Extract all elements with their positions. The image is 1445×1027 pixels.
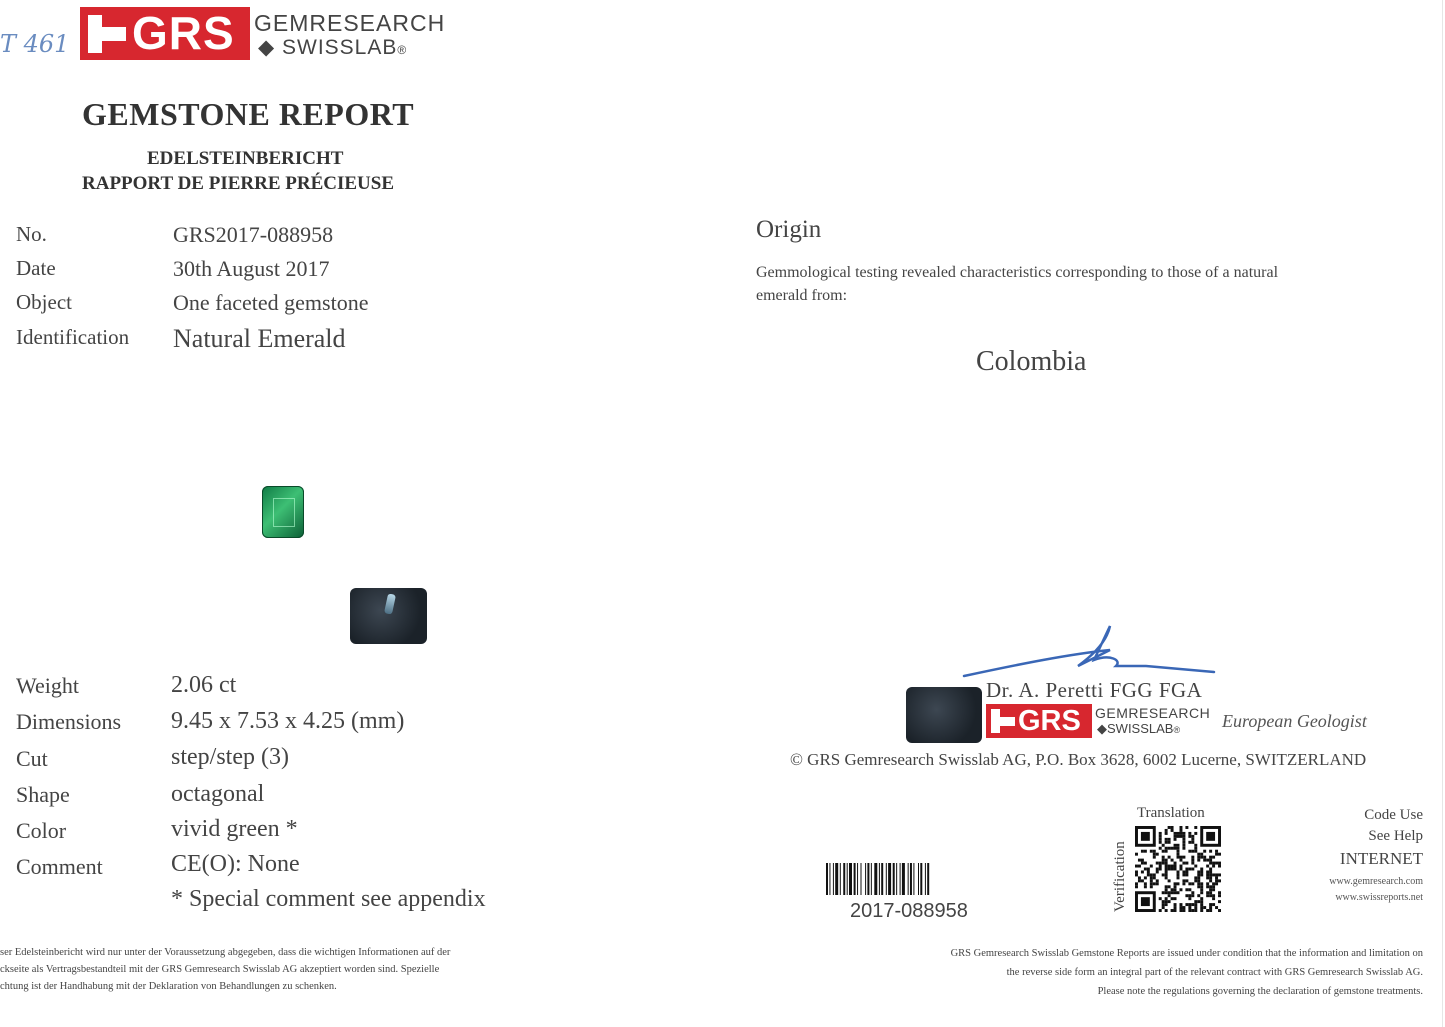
copyright-line: © GRS Gemresearch Swisslab AG, P.O. Box 3628, 6002 Lucerne, SWITZERLAND (790, 750, 1367, 769)
signatory-title: European Geologist (1222, 711, 1367, 731)
grs-logo-small (986, 704, 1092, 738)
property-label-shape: Shape (16, 782, 70, 807)
handwritten-note: T 461 (0, 30, 70, 58)
special-comment-note: * Special comment see appendix (171, 886, 486, 912)
fine-print-english (763, 944, 1423, 1001)
logo-mark-small: GRS (1018, 705, 1081, 737)
logo-wordmark: GEMRESEARCH ◆ SWISSLAB® (254, 10, 446, 59)
property-value-shape: octagonal (171, 781, 265, 807)
qr-code-image (1135, 826, 1221, 912)
website-list (1329, 874, 1423, 906)
fine-print-english-line: the reverse side form an integral part of the relevant contract with GRS Gemresearch Swisslab AG. (1006, 967, 1423, 978)
fine-print-german-line: ckseite als Vertragsbestandteil mit der GRS Gemresearch Swisslab AG akzeptiert worden sind. Spezielle (0, 964, 440, 975)
logo-wordmark-small: GEMRESEARCH ◆SWISSLAB® (1095, 705, 1211, 736)
diamond-icon: ◆ (1097, 721, 1107, 736)
property-label-weight: Weight (16, 673, 79, 698)
logo-mark: GRS (132, 7, 235, 59)
property-label-cut: Cut (16, 746, 48, 771)
internet-label: INTERNET (1339, 849, 1423, 868)
property-value-cut: step/step (3) (171, 744, 289, 770)
barcode-number: 2017-088958 (850, 900, 968, 922)
see-help-label: See Help (1368, 828, 1423, 844)
hologram-seal (350, 588, 427, 644)
logo-small-line-2: SWISSLAB (1107, 721, 1174, 736)
grs-logo (80, 7, 250, 60)
swiss-cross-icon (88, 15, 128, 53)
fine-print-english-line: Please note the regulations governing the declaration of gemstone treatments. (1097, 986, 1423, 997)
fine-print-german-line: chtung ist der Handhabung mit der Deklaration von Behandlungen zu schenken. (0, 981, 337, 992)
code-use-label: Code Use (1364, 807, 1423, 823)
property-label-dimensions: Dimensions (16, 709, 122, 734)
property-value-comment: CE(O): None (171, 851, 300, 877)
logo-line-1: GEMRESEARCH (254, 10, 446, 36)
detail-label-identification: Identification (16, 325, 130, 349)
fine-print-german-line: ser Edelsteinbericht wird nur unter der Voraussetzung abgegeben, dass die wichtigen Informationen auf der (0, 947, 451, 958)
logo-small-line-1: GEMRESEARCH (1095, 705, 1211, 721)
property-value-color: vivid green * (171, 816, 298, 842)
detail-value-object: One faceted gemstone (173, 290, 369, 315)
detail-value-number: GRS2017-088958 (173, 222, 334, 247)
detail-value-date: 30th August 2017 (173, 256, 330, 281)
property-value-dimensions: 9.45 x 7.53 x 4.25 (mm) (171, 708, 405, 734)
property-label-comment: Comment (16, 854, 103, 879)
subtitle-french: RAPPORT DE PIERRE PRÉCIEUSE (82, 173, 394, 194)
property-label-color: Color (16, 818, 67, 843)
detail-value-identification: Natural Emerald (173, 324, 346, 353)
code-use-note (1273, 805, 1423, 847)
subtitle-german: EDELSTEINBERICHT (147, 148, 344, 169)
detail-label-number: No. (16, 222, 47, 246)
swiss-cross-icon (991, 709, 1015, 733)
website-link[interactable]: www.gemresearch.com (1329, 876, 1423, 887)
origin-statement: Gemmological testing revealed characteristics corresponding to those of a natural emerald from: (756, 264, 1279, 304)
detail-label-object: Object (16, 290, 72, 314)
fine-print-english-line: GRS Gemresearch Swisslab Gemstone Reports are issued under condition that the information and limitation on (950, 948, 1423, 959)
hologram-seal-small (906, 687, 982, 743)
property-value-weight: 2.06 ct (171, 672, 237, 698)
report-title: GEMSTONE REPORT (82, 96, 415, 132)
origin-heading: Origin (756, 216, 822, 243)
verification-label: Verification (1112, 841, 1128, 912)
barcode-image (826, 863, 997, 895)
origin-country: Colombia (976, 346, 1087, 377)
detail-label-date: Date (16, 256, 56, 280)
website-link[interactable]: www.swissreports.net (1335, 892, 1423, 903)
translation-label: Translation (1137, 805, 1205, 821)
signatory-name: Dr. A. Peretti FGG FGA (986, 678, 1203, 702)
emerald-photo (262, 486, 304, 538)
logo-line-2: SWISSLAB (282, 36, 398, 59)
page-edge (1442, 0, 1443, 1027)
fine-print-german (0, 944, 640, 995)
diamond-icon: ◆ (258, 36, 276, 59)
